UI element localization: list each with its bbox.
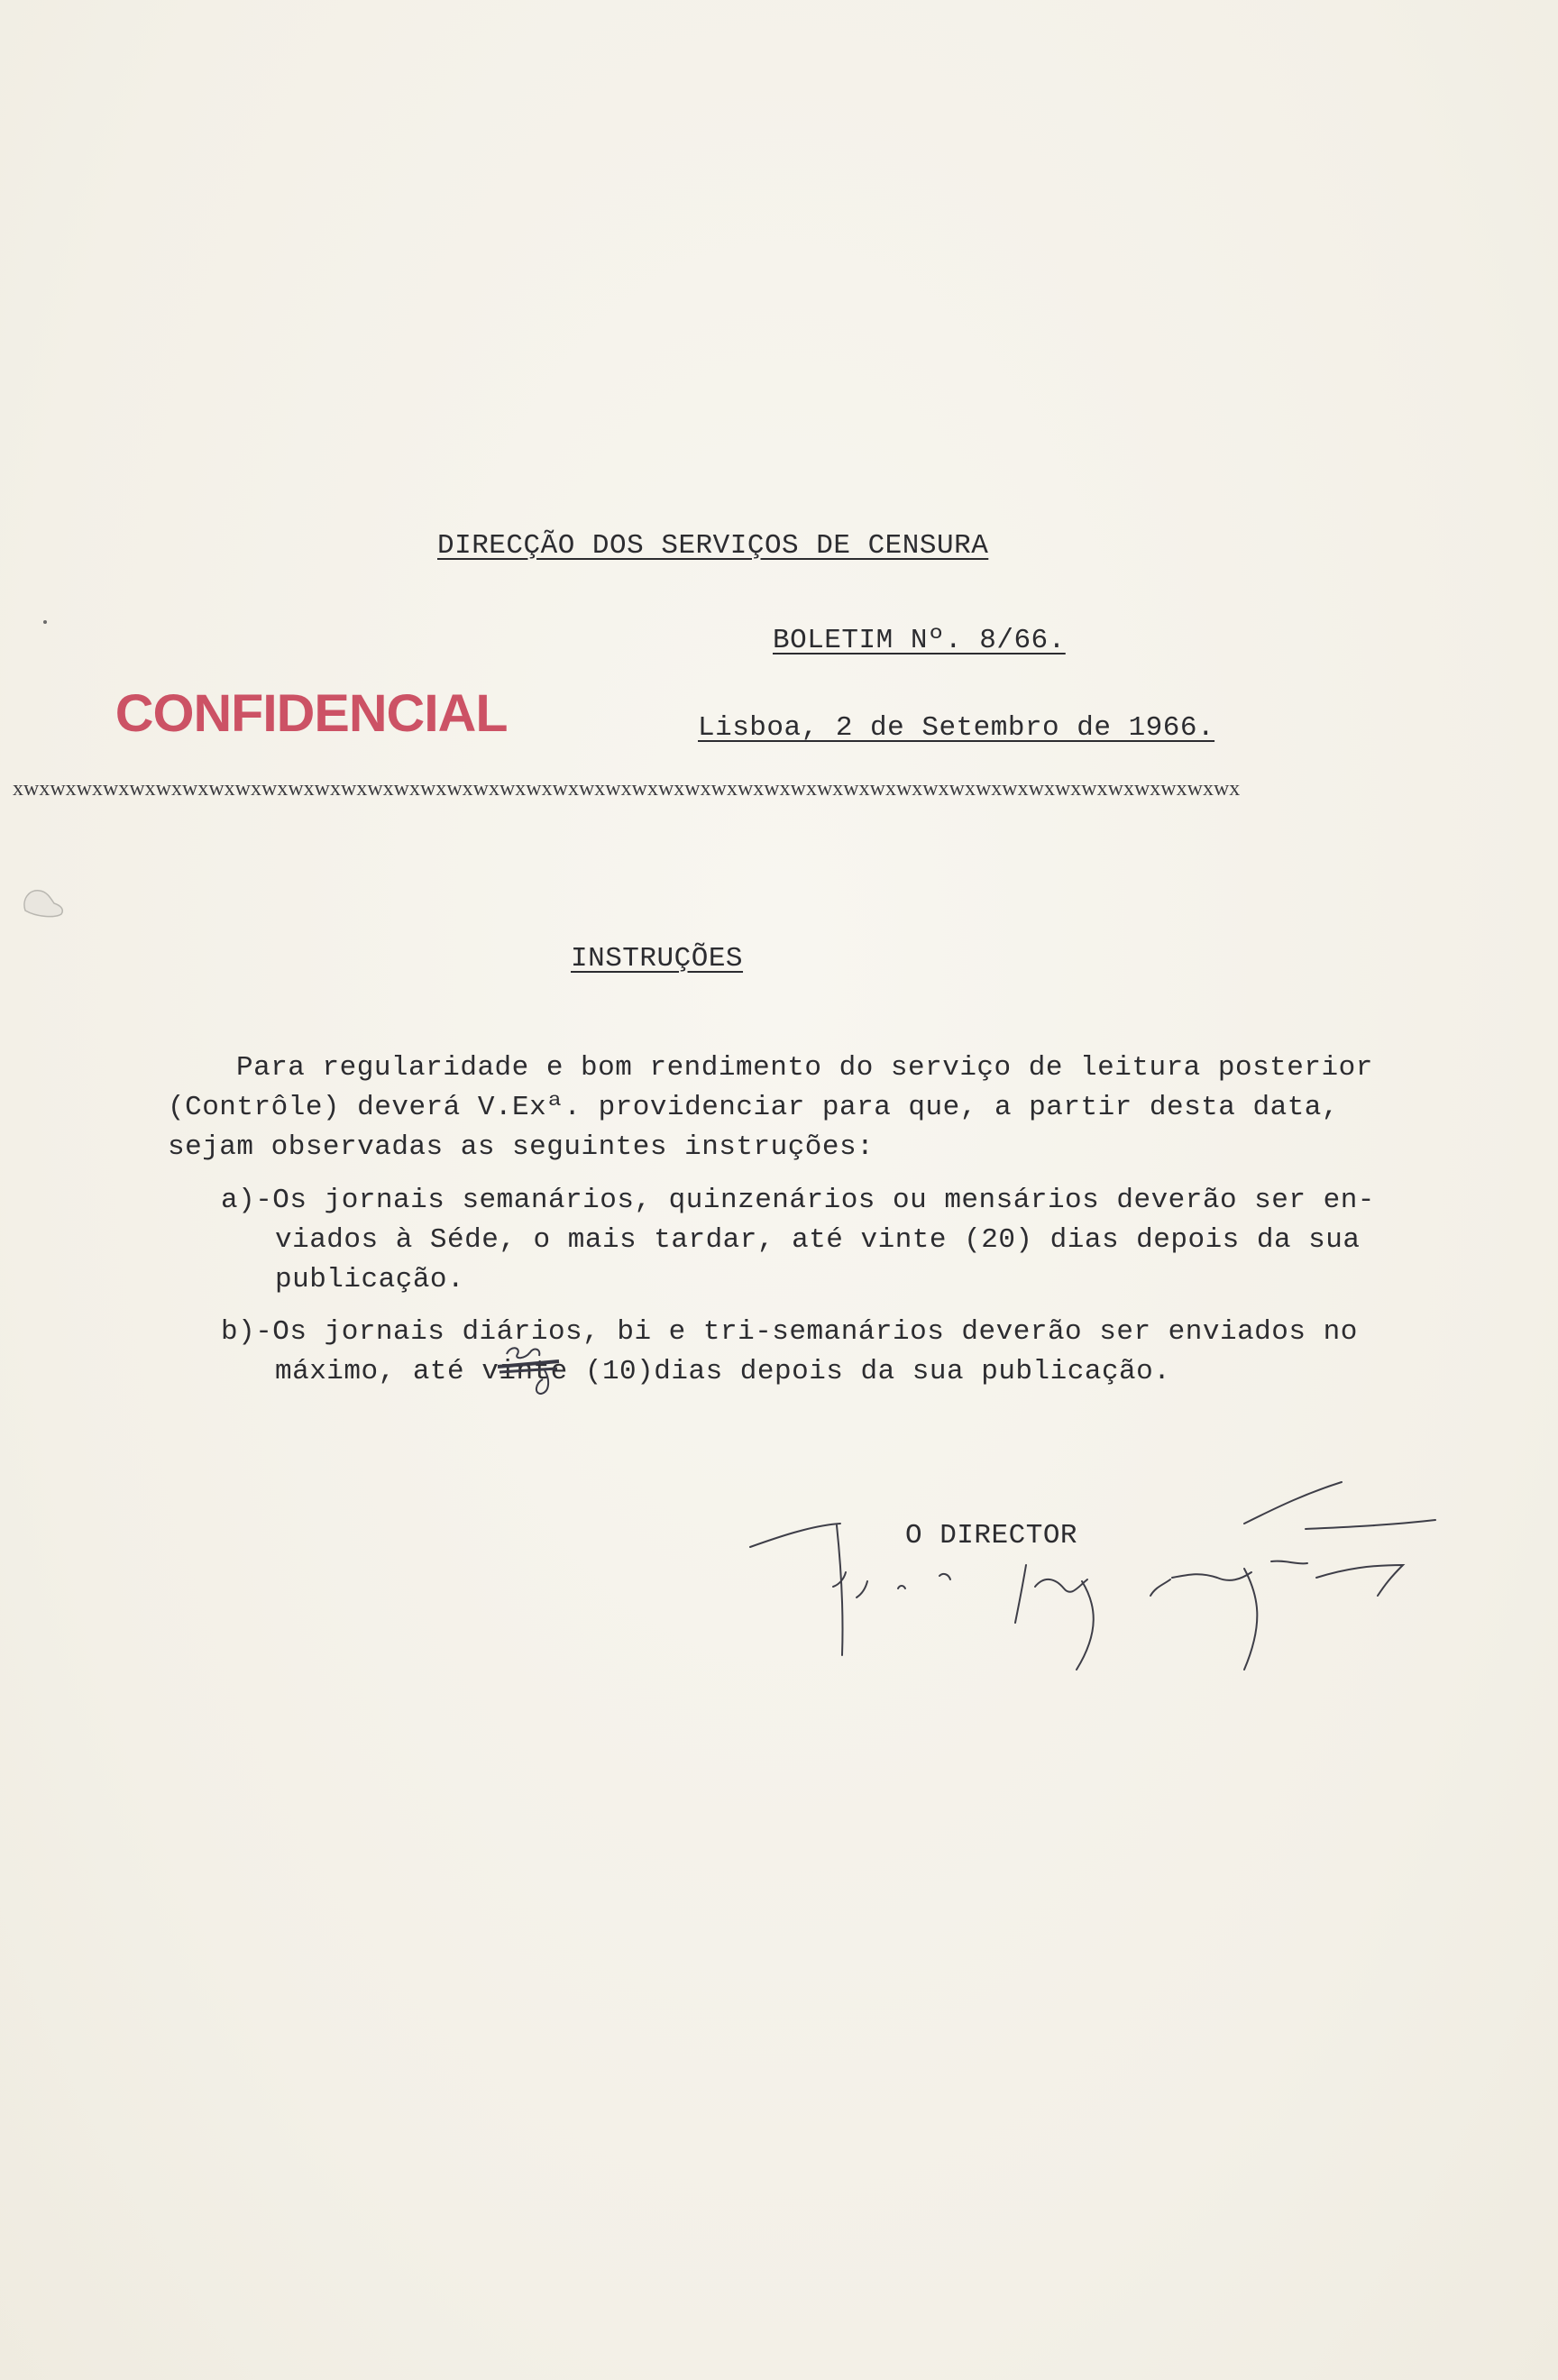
item-line: máximo, até vinte (10)dias depois da sua publicação.: [275, 1356, 1171, 1387]
handwritten-correction-mark: [494, 1341, 566, 1405]
hole-punch-mark: [20, 883, 67, 920]
date-line: Lisboa, 2 de Setembro de 1966.: [698, 712, 1215, 744]
paragraph-line: Para regularidade e bom rendimento do serviço de leitura posterior: [236, 1052, 1373, 1084]
item-line: viados à Séde, o mais tardar, até vinte (20) dias depois da sua: [275, 1224, 1361, 1256]
section-heading: INSTRUÇÕES: [571, 943, 744, 975]
confidential-stamp: CONFIDENCIAL: [115, 684, 508, 743]
paragraph-line: sejam observadas as seguintes instruções:: [168, 1131, 875, 1163]
paragraph-line: (Contrôle) deverá V.Exª. providenciar para que, a partir desta data,: [168, 1092, 1340, 1123]
ink-dot: [43, 620, 47, 624]
signature-title: O DIRECTOR: [905, 1520, 1078, 1552]
item-line: a)-Os jornais semanários, quinzenários ou mensários deverão ser en-: [221, 1185, 1375, 1216]
handwritten-signature: [739, 1478, 1461, 1695]
item-line: publicação.: [275, 1264, 465, 1295]
item-line: b)-Os jornais diários, bi e tri-semanários deverão ser enviados no: [221, 1316, 1358, 1348]
separator-line: xwxwxwxwxwxwxwxwxwxwxwxwxwxwxwxwxwxwxwxwxwxwxwxwxwxwxwxwxwxwxwxwxwxwxwxwxwxwxwxwxwxwxwxwxwxwx: [13, 777, 1241, 801]
instruction-item-b: [221, 1313, 1358, 1392]
bulletin-number: BOLETIM Nº. 8/66.: [773, 625, 1066, 656]
instruction-item-a: [221, 1181, 1375, 1300]
intro-paragraph: [168, 1048, 1373, 1167]
header-title: DIRECÇÃO DOS SERVIÇOS DE CENSURA: [437, 530, 989, 562]
